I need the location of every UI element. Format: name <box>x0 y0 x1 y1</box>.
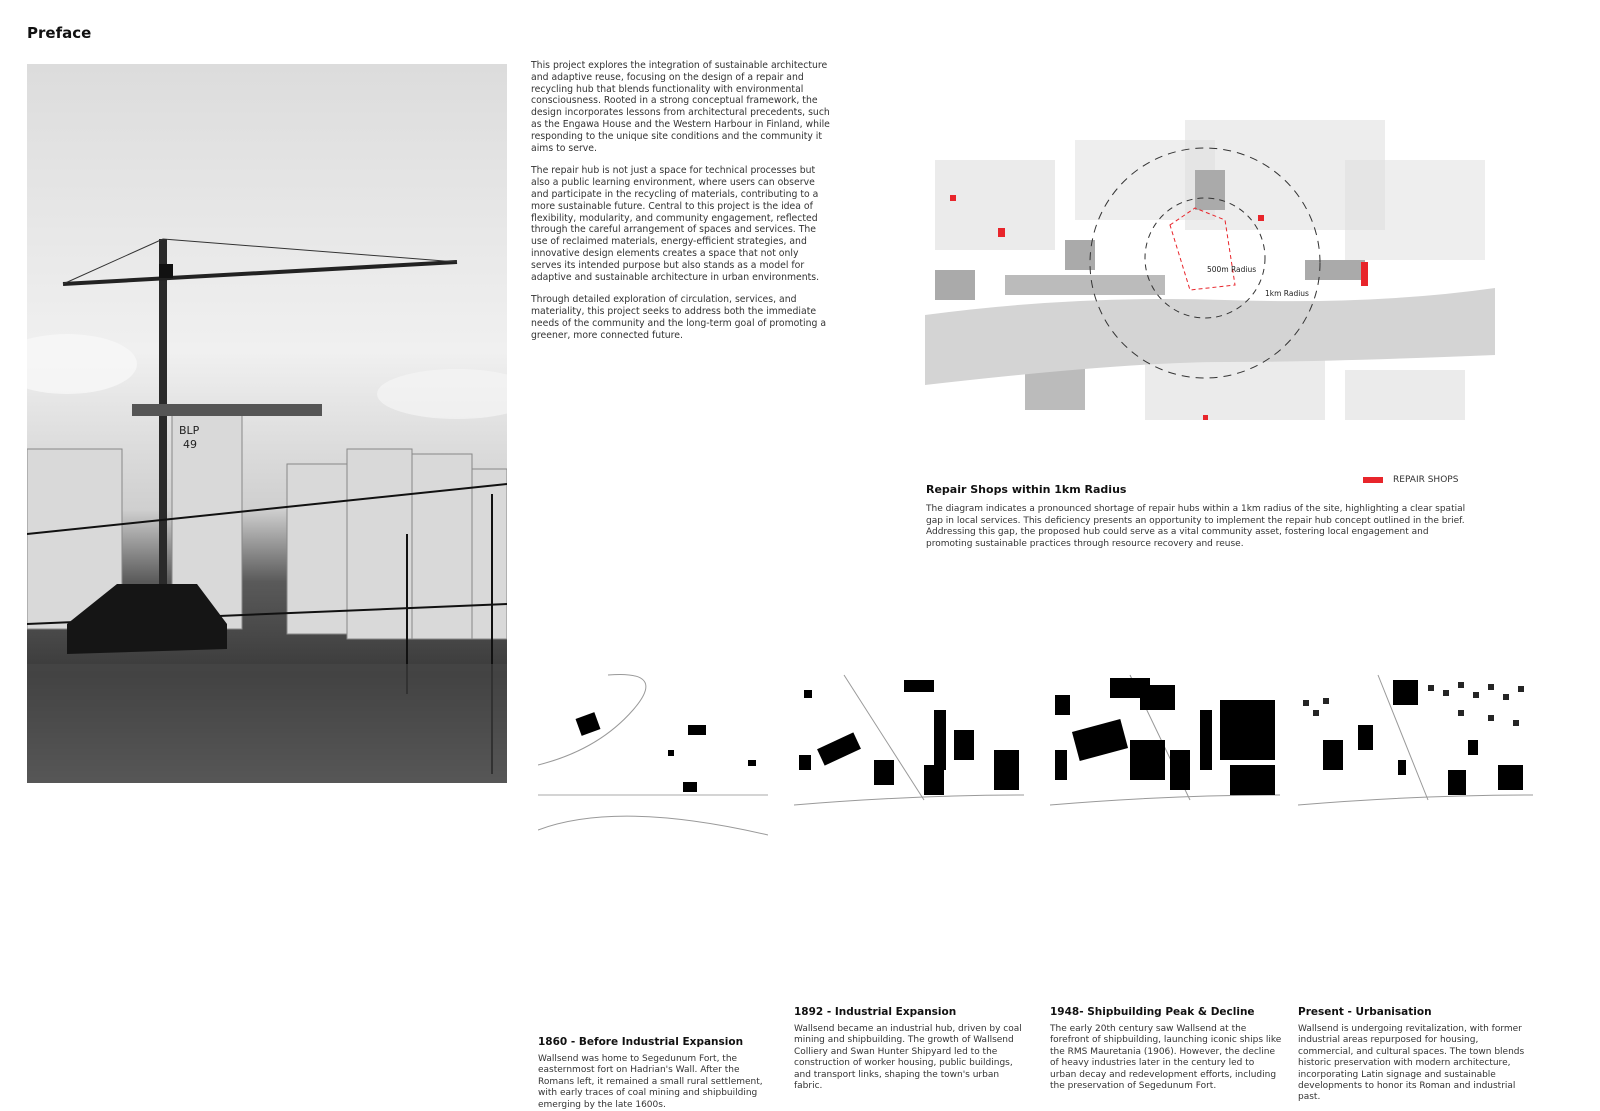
figure-ground-map-1860 <box>538 670 768 840</box>
intro-paragraph: The repair hub is not just a space for technical processes but also a public learning environment, where users can observe and participate in the recycling of materials, contributing to a more sustainable future. Central to this project is the idea of flexibility, modularity, and community engagement, reflected through the careful arrangement of spaces and services. The use of reclaimed materials, energy-efficient strategies, and innovative design elements creates a space that not only serves its intended purpose but also stands as a model for adaptive and sustainable architecture in urban environments. <box>531 165 820 283</box>
radius-label-1km: 1km Radius <box>1265 289 1309 298</box>
site-radius-map <box>925 100 1495 430</box>
map-caption <box>926 483 1466 550</box>
timeline-text: Wallsend became an industrial hub, driven by coal mining and shipbuilding. The growth of Wallsend Colliery and Swan Hunter Shipyard led to the construction of worker housing, public buildings, and transport links, shaping the town's urban fabric. <box>794 1024 1022 1092</box>
tower-label: BLP <box>179 424 200 437</box>
timeline-text: The early 20th century saw Wallsend at the forefront of shipbuilding, launching iconic ships like the RMS Mauretania (1906). However, the decline of heavy industries later in the century led to urban decay and redevelopment efforts, including the preservation of Segedunum Fort. <box>1050 1024 1282 1092</box>
timeline-title: 1948- Shipbuilding Peak & Decline <box>1050 1006 1255 1018</box>
intro-text <box>531 60 831 353</box>
radius-label-500m: 500m Radius <box>1207 265 1257 274</box>
timeline-title: 1860 - Before Industrial Expansion <box>538 1036 744 1048</box>
timeline-text: Wallsend is undergoing revitalization, with former industrial areas repurposed for housing, commercial, and cultural spaces. The town blends historic preservation with modern architecture, incorporating Latin signage and sustainable developments to honor its Roman and industrial past. <box>1298 1024 1525 1103</box>
timeline-1948 <box>1050 670 1282 1092</box>
page-title: Preface <box>27 24 92 42</box>
legend-label: REPAIR SHOPS <box>1393 475 1459 485</box>
figure-ground-map-1948 <box>1050 670 1280 810</box>
timeline-present <box>1298 670 1530 1104</box>
figure-ground-map-present <box>1298 670 1533 810</box>
figure-ground-map-1892 <box>794 670 1024 810</box>
intro-paragraph: Through detailed exploration of circulation, services, and materiality, this project seeks to address both the immediate needs of the community and the long-term goal of promoting a greener, more connected future. <box>531 294 827 341</box>
intro-paragraph: This project explores the integration of sustainable architecture and adaptive reuse, focusing on the design of a repair and recycling hub that blends functionality with environmental consciousness. Rooted in a strong conceptual framework, the design incorporates lessons from architectural precedents, such as the Engawa House and the Western Harbour in Finland, while responding to the unique site conditions and the community it aims to serve. <box>531 60 830 154</box>
site-photo-cranes-towers <box>27 64 507 783</box>
map-title: Repair Shops within 1km Radius <box>926 483 1127 496</box>
timeline-text: Wallsend was home to Segedunum Fort, the easternmost fort on Hadrian's Wall. After the Romans left, it remained a small rural settlement, with early traces of coal mining and shipbuilding emerging by the late 1600s. <box>538 1054 763 1110</box>
tower-label-number: 49 <box>183 438 197 451</box>
timeline-1860 <box>538 670 770 1111</box>
timeline-title: 1892 - Industrial Expansion <box>794 1006 957 1018</box>
timeline-1892 <box>794 670 1026 1092</box>
map-description: The diagram indicates a pronounced shortage of repair hubs within a 1km radius of the site, highlighting a clear spatial gap in local services. This deficiency presents an opportunity to implement the repair hub concept outlined in the brief. Addressing this gap, the proposed hub could serve as a vital community asset, fostering local engagement and promoting sustainable practices through resource recovery and reuse. <box>926 504 1466 549</box>
timeline-title: Present - Urbanisation <box>1298 1006 1432 1018</box>
